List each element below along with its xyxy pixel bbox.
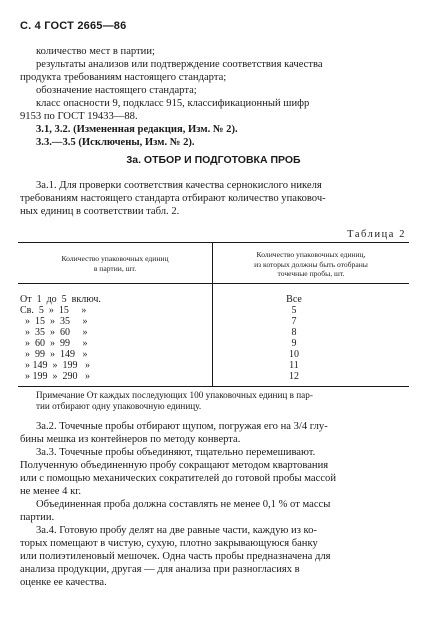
table-caption: Таблица 2	[347, 229, 406, 240]
table-row-range: Св. 5 » 15 »	[20, 305, 87, 316]
paragraph-line: ных единиц в соответствии табл. 2.	[20, 206, 180, 217]
paragraph-line: 3а.2. Точечные пробы отбирают щупом, погружая его на 3/4 глу-	[36, 421, 328, 432]
amendment-line: 3.1, 3.2. (Измененная редакция, Изм. № 2).	[36, 124, 238, 135]
paragraph-line: 3а.3. Точечные пробы объединяют, тщательно перемешивают.	[36, 447, 316, 458]
text-line: результаты анализов или подтверждение соответствия качества	[36, 59, 323, 70]
paragraph-line: 3а.1. Для проверки соответствия качества сернокислого никеля	[36, 180, 322, 191]
table-bottom-rule	[18, 386, 409, 387]
text-line: количество мест в партии;	[36, 46, 155, 57]
paragraph-line: Объединенная проба должна составлять не менее 0,1 % от массы	[36, 499, 331, 510]
table-row-range: От 1 до 5 включ.	[20, 294, 101, 305]
table-note-line: тии отбирают одну упаковочную единицу.	[36, 401, 202, 411]
paragraph-line: партии.	[20, 512, 55, 523]
table-row-range: » 149 » 199 »	[20, 360, 90, 371]
paragraph-line: 3а.4. Готовую пробу делят на две равные части, каждую из ко-	[36, 525, 317, 536]
table-header-col1: Количество упаковочных единиц в партии, шт.	[61, 254, 169, 273]
table-row-value: 11	[289, 360, 299, 371]
text-line: обозначение настоящего стандарта;	[36, 85, 197, 96]
table-header-rule	[18, 283, 409, 284]
table-row-value: 10	[289, 349, 299, 360]
paragraph-line: требованиям настоящего стандарта отбирают количество упаковоч-	[20, 193, 326, 204]
paragraph-line: Полученную объединенную пробу сокращают методом квартования	[20, 460, 329, 471]
paragraph-line: бины мешка из контейнеров по методу конверта.	[20, 434, 241, 445]
table-note-line: Примечание От каждых последующих 100 упаковочных единиц в пар-	[36, 390, 313, 400]
paragraph-line: не менее 4 кг.	[20, 486, 82, 497]
section-title: 3а. ОТБОР И ПОДГОТОВКА ПРОБ	[126, 154, 301, 166]
table-row-value: 8	[291, 327, 297, 338]
table-row-range: » 60 » 99 »	[20, 338, 88, 349]
table-row-value: 7	[291, 316, 297, 327]
table-row-value: 5	[291, 305, 297, 316]
table-row-value: Все	[286, 294, 302, 305]
paragraph-line: или полиэтиленовый мешочек. Одна часть пробы предназначена для	[20, 551, 331, 562]
page-header: С. 4 ГОСТ 2665—86	[20, 20, 127, 32]
table-row-range: » 99 » 149 »	[20, 349, 88, 360]
paragraph-line: торых помещают в чистую, сухую, плотно закрывающуюся банку	[20, 538, 318, 549]
text-line: 9153 по ГОСТ 19433—88.	[20, 111, 138, 122]
table-header-col2: Количество упаковочных единиц, из которых должны быть отобраны точечные пробы, шт.	[254, 250, 368, 278]
table-row-value: 12	[289, 371, 299, 382]
table-column-divider	[212, 242, 213, 386]
table-row-range: » 15 » 35 »	[20, 316, 88, 327]
paragraph-line: или с помощью механических сократителей до готовой пробы массой	[20, 473, 336, 484]
table-row-value: 9	[291, 338, 297, 349]
text-line: продукта требованиям настоящего стандарта;	[20, 72, 227, 83]
table-top-rule	[18, 242, 409, 243]
paragraph-line: анализа продукции, другая — для анализа при разногласиях в	[20, 564, 300, 575]
table-row-range: » 199 » 290 »	[20, 371, 90, 382]
paragraph-line: оценке ее качества.	[20, 577, 107, 588]
table-row-range: » 35 » 60 »	[20, 327, 88, 338]
amendment-line: 3.3.—3.5 (Исключены, Изм. № 2).	[36, 137, 195, 148]
text-line: класс опасности 9, подкласс 915, классификационный шифр	[36, 98, 310, 109]
